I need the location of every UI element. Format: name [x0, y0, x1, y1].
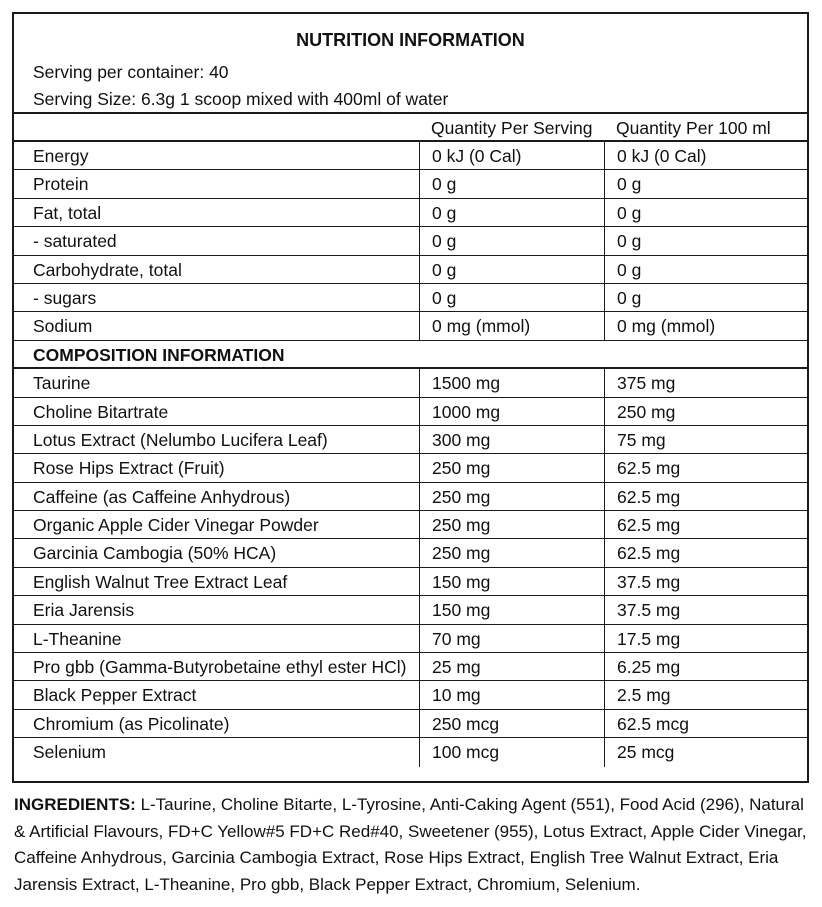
row-per-serving: 250 mg	[419, 454, 604, 481]
row-name: L-Theanine	[33, 628, 122, 649]
row-name: Organic Apple Cider Vinegar Powder	[33, 515, 319, 536]
table-row	[14, 653, 807, 681]
row-per-serving: 0 g	[419, 284, 604, 311]
row-per-100ml: 6.25 mg	[604, 653, 807, 680]
row-per-serving: 0 g	[419, 256, 604, 283]
row-name: Sodium	[33, 316, 93, 337]
row-per-serving: 250 mg	[419, 483, 604, 510]
table-row	[14, 539, 807, 567]
row-per-100ml: 250 mg	[604, 398, 807, 425]
row-per-100ml: 62.5 mg	[604, 483, 807, 510]
row-per-serving: 0 mg (mmol)	[419, 312, 604, 339]
row-name: Eria Jarensis	[33, 600, 135, 621]
table-row	[14, 369, 807, 397]
row-per-serving: 300 mg	[419, 426, 604, 453]
row-per-100ml: 2.5 mg	[604, 681, 807, 708]
table-row	[14, 170, 807, 198]
table-row	[14, 625, 807, 653]
table-row	[14, 256, 807, 284]
row-per-100ml: 62.5 mg	[604, 539, 807, 566]
table-row	[14, 568, 807, 596]
table-row	[14, 511, 807, 539]
row-per-100ml: 0 g	[604, 284, 807, 311]
row-name: Caffeine (as Caffeine Anhydrous)	[33, 486, 291, 507]
row-per-serving: 25 mg	[419, 653, 604, 680]
row-per-100ml: 0 g	[604, 199, 807, 226]
row-name: Fat, total	[33, 202, 102, 223]
row-per-100ml: 0 g	[604, 256, 807, 283]
row-per-serving: 100 mcg	[419, 738, 604, 766]
row-per-100ml: 62.5 mg	[604, 511, 807, 538]
row-per-serving: 1000 mg	[419, 398, 604, 425]
composition-rows	[14, 369, 807, 766]
table-row	[14, 199, 807, 227]
nutrition-rows	[14, 142, 807, 341]
row-name: Garcinia Cambogia (50% HCA)	[33, 543, 277, 564]
row-per-serving: 250 mg	[419, 511, 604, 538]
row-name: Taurine	[33, 373, 91, 394]
composition-title: COMPOSITION INFORMATION	[33, 344, 285, 365]
row-per-100ml: 62.5 mcg	[604, 710, 807, 737]
header-name	[14, 114, 419, 140]
row-per-100ml: 37.5 mg	[604, 596, 807, 623]
row-per-100ml: 37.5 mg	[604, 568, 807, 595]
row-per-serving: 250 mg	[419, 539, 604, 566]
composition-header-empty	[604, 341, 807, 367]
table-row	[14, 596, 807, 624]
table-row	[14, 426, 807, 454]
row-per-100ml: 17.5 mg	[604, 625, 807, 652]
table-header-row	[14, 114, 807, 142]
ingredients-label: INGREDIENTS:	[14, 795, 136, 814]
servings-per-container: Serving per container: 40	[33, 62, 229, 82]
row-name: - saturated	[33, 231, 117, 252]
nutrition-table	[14, 114, 807, 767]
table-row	[14, 142, 807, 170]
row-per-100ml: 62.5 mg	[604, 454, 807, 481]
row-name: Lotus Extract (Nelumbo Lucifera Leaf)	[33, 429, 328, 450]
table-row	[14, 483, 807, 511]
row-name: Rose Hips Extract (Fruit)	[33, 458, 225, 479]
nutrition-panel	[12, 12, 809, 783]
serving-size: Serving Size: 6.3g 1 scoop mixed with 400ml of water	[14, 86, 807, 114]
ingredients-paragraph	[14, 792, 814, 898]
row-name: Black Pepper Extract	[33, 685, 197, 706]
table-row	[14, 710, 807, 738]
composition-header-row	[14, 341, 807, 369]
row-per-100ml: 0 g	[604, 227, 807, 254]
header-per-serving: Quantity Per Serving	[431, 118, 593, 138]
table-row	[14, 454, 807, 482]
row-per-serving: 70 mg	[419, 625, 604, 652]
table-row	[14, 284, 807, 312]
row-per-serving: 1500 mg	[419, 369, 604, 396]
row-per-serving: 0 kJ (0 Cal)	[419, 142, 604, 169]
row-per-serving: 250 mcg	[419, 710, 604, 737]
table-row	[14, 227, 807, 255]
row-per-100ml: 25 mcg	[604, 738, 807, 766]
row-name: - sugars	[33, 287, 97, 308]
table-row	[14, 398, 807, 426]
row-per-100ml: 375 mg	[604, 369, 807, 396]
row-name: Chromium (as Picolinate)	[33, 713, 230, 734]
row-name: English Walnut Tree Extract Leaf	[33, 571, 288, 592]
row-name: Selenium	[33, 742, 106, 763]
row-per-serving: 0 g	[419, 170, 604, 197]
composition-header-empty	[419, 341, 604, 367]
row-name: Choline Bitartrate	[33, 401, 169, 422]
row-per-serving: 150 mg	[419, 596, 604, 623]
row-name: Protein	[33, 174, 89, 195]
row-per-100ml: 0 kJ (0 Cal)	[604, 142, 807, 169]
row-per-serving: 150 mg	[419, 568, 604, 595]
row-per-serving: 10 mg	[419, 681, 604, 708]
row-per-100ml: 0 mg (mmol)	[604, 312, 807, 339]
row-name: Pro gbb (Gamma-Butyrobetaine ethyl ester HCl)	[33, 657, 407, 678]
row-per-100ml: 75 mg	[604, 426, 807, 453]
row-per-serving: 0 g	[419, 199, 604, 226]
table-row	[14, 681, 807, 709]
ingredients-text: L-Taurine, Choline Bitarte, L-Tyrosine, Anti-Caking Agent (551), Food Acid (296), Natural & Artificial Flavours, FD+C Yellow#5 FD+C Red#40, Sweetener (955), Lotus Extract, Apple Cider Vinegar, Caffeine Anhydrous, Garcinia Cambogia Extract, Rose Hips Extract, English Tree Walnut Extract, Eria Jarensis Extract, L-Theanine, Pro gbb, Black Pepper Extract, Chromium, Selenium.	[14, 795, 807, 894]
table-row	[14, 738, 807, 766]
row-per-serving: 0 g	[419, 227, 604, 254]
row-per-100ml: 0 g	[604, 170, 807, 197]
row-name: Energy	[33, 146, 89, 166]
table-row	[14, 312, 807, 340]
header-per-100ml: Quantity Per 100 ml	[616, 118, 771, 138]
row-name: Carbohydrate, total	[33, 259, 182, 280]
panel-title: NUTRITION INFORMATION	[296, 30, 525, 50]
